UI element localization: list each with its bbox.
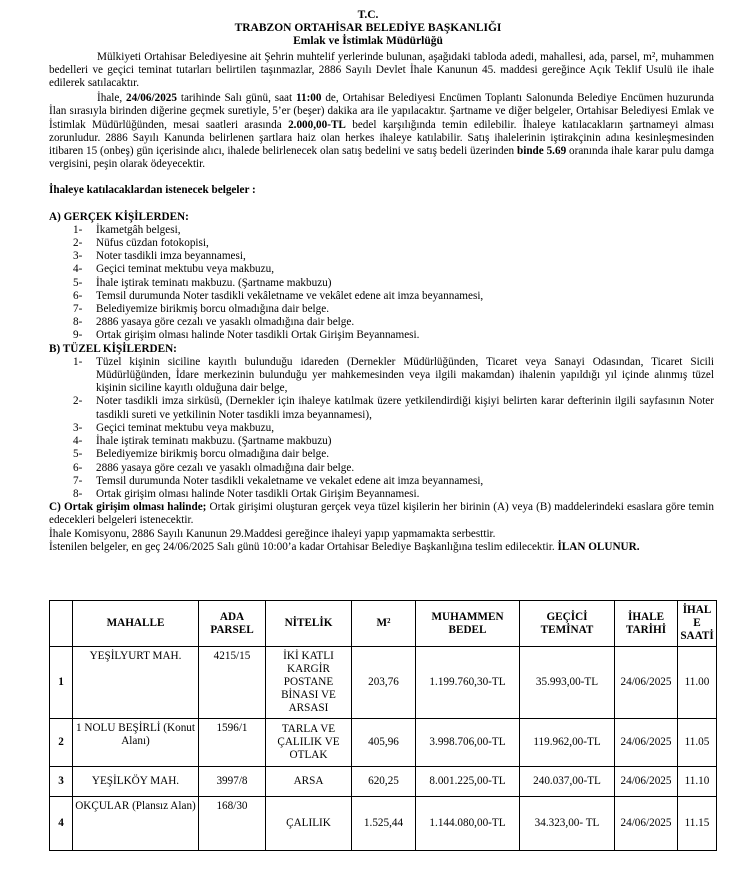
list-text: Geçici teminat mektubu veya makbuzu, xyxy=(96,421,275,434)
cell-m2: 405,96 xyxy=(352,719,416,767)
section-a-list xyxy=(49,224,714,343)
section-b-item xyxy=(49,475,714,488)
cell-no: 2 xyxy=(50,719,73,767)
cell-muhammen: 3.998.706,00-TL xyxy=(416,719,520,767)
section-a-item xyxy=(49,237,714,250)
section-a-item xyxy=(49,277,714,290)
cell-ada-parsel: 3997/8 xyxy=(199,767,266,797)
header-institution: TRABZON ORTAHİSAR BELEDİYE BAŞKANLIĞI xyxy=(234,22,502,35)
list-text: Temsil durumunda Noter tasdikli vekaletname ve vekalet edene ait imza beyannamesi, xyxy=(96,474,484,487)
intro-paragraph-2 xyxy=(49,92,714,171)
property-table-wrapper xyxy=(49,600,716,851)
table-row xyxy=(50,719,717,767)
section-b-list xyxy=(49,356,714,501)
section-c-title: C) Ortak girişim olması halinde; xyxy=(49,501,207,514)
cell-teminat: 119.962,00-TL xyxy=(520,719,615,767)
table-header-row xyxy=(50,601,717,647)
list-text: Geçici teminat mektubu veya makbuzu, xyxy=(96,263,275,276)
cell-muhammen: 1.144.080,00-TL xyxy=(416,797,520,851)
section-b-item xyxy=(49,356,714,396)
tender-time: 11:00 xyxy=(296,92,322,105)
list-number: 4- xyxy=(73,263,83,276)
section-a-item xyxy=(49,224,714,237)
cell-no: 3 xyxy=(50,767,73,797)
cell-saat: 11.00 xyxy=(678,647,717,719)
section-a-item xyxy=(49,316,714,329)
list-number: 2- xyxy=(73,237,83,250)
cell-tarih: 24/06/2025 xyxy=(615,647,678,719)
cell-tarih: 24/06/2025 xyxy=(615,719,678,767)
cell-nitelik: ÇALILIK xyxy=(266,797,352,851)
header-nitelik: NİTELİK xyxy=(266,601,352,647)
announcement-closing: İLAN OLUNUR. xyxy=(557,540,640,553)
section-b-item xyxy=(49,395,714,421)
section-a-title: A) GERÇEK KİŞİLERDEN: xyxy=(49,210,189,223)
list-number: 5- xyxy=(73,448,83,461)
cell-teminat: 34.323,00- TL xyxy=(520,797,615,851)
list-number: 7- xyxy=(73,474,83,487)
cell-saat: 11.05 xyxy=(678,719,717,767)
cell-tarih: 24/06/2025 xyxy=(615,797,678,851)
section-b-item xyxy=(49,488,714,501)
p2-text-d: bedel karşılığında temin edilebilir. İhaleye katılacakların şartnameyi alması zorunludur. 2886 Sayılı Kanunda belirlenen şartlara haiz olan herkes ihaleye katılabilir. Satış ihalelerinin iştirakçinin adına kesinleşmesinden itibaren 15 (onbeş) gün içerisinde alıcı, ihalede belirlenecek olan satış bedelini ve satış bedeli üzerinden xyxy=(49,118,714,158)
header-ada-parsel: ADA PARSEL xyxy=(199,601,266,647)
list-text: 2886 yasaya göre cezalı ve yasaklı olmadığına dair belge. xyxy=(96,316,355,329)
list-number: 6- xyxy=(73,461,83,474)
list-number: 7- xyxy=(73,303,83,316)
list-number: 9- xyxy=(73,329,83,342)
cell-ada-parsel: 168/30 xyxy=(199,797,266,851)
table-body xyxy=(50,647,717,851)
list-number: 2- xyxy=(73,395,83,408)
list-number: 6- xyxy=(73,289,83,302)
list-number: 1- xyxy=(73,355,83,368)
section-c-text: Ortak girişimi oluşturan gerçek veya tüzel kişilerin her birinin (A) veya (B) maddelerindeki esaslara göre temin edecekleri belgeleri istenecektir. xyxy=(49,501,714,527)
stamp-tax-rate: binde 5.69 xyxy=(517,145,567,158)
section-b-item xyxy=(49,448,714,461)
cell-m2: 1.525,44 xyxy=(352,797,416,851)
deadline-text: İstenilen belgeler, en geç 24/06/2025 Salı günü 10:00’a kadar Ortahisar Belediye Başkanlığına teslim edilecektir. xyxy=(49,540,558,553)
header-no xyxy=(50,601,73,647)
header-m2: M² xyxy=(352,601,416,647)
cell-ada-parsel: 1596/1 xyxy=(199,719,266,767)
section-b-item xyxy=(49,462,714,475)
header-tc: T.C. xyxy=(357,9,379,21)
documents-title: İhaleye katılacaklardan istenecek belgeler : xyxy=(49,184,256,197)
tender-date: 24/06/2025 xyxy=(126,92,177,105)
commission-note: İhale Komisyonu, 2886 Sayılı Kanunun 29.Maddesi gereğince ihaleyi yapıp yapmamakta serbesttir. xyxy=(49,527,496,540)
list-text: Noter tasdikli imza sirküsü, (Dernekler için ihaleye katılmak üzere yetkilendirdiği kişiyi belirten karar defterinin ilgili sayfasının Noter tasdikli sureti ve yetkilinin Noter tasdikli imza beyannamesi), xyxy=(96,395,714,421)
list-number: 5- xyxy=(73,276,83,289)
cell-mahalle: YEŞİLKÖY MAH. xyxy=(73,767,199,797)
p2-text-a: İhale, xyxy=(97,92,127,105)
section-a-item xyxy=(49,250,714,263)
section-b-title: B) TÜZEL KİŞİLERDEN: xyxy=(49,342,177,355)
section-b-item xyxy=(49,422,714,435)
cell-teminat: 240.037,00-TL xyxy=(520,767,615,797)
cell-nitelik: TARLA VE ÇALILIK VE OTLAK xyxy=(266,719,352,767)
table-row xyxy=(50,647,717,719)
list-text: İhale iştirak teminatı makbuzu. (Şartname makbuzu) xyxy=(96,435,332,448)
list-text: Ortak girişim olması halinde Noter tasdikli Ortak Girişim Beyannamesi. xyxy=(96,487,420,500)
list-text: Noter tasdikli imza beyannamesi, xyxy=(96,250,246,263)
cell-saat: 11.15 xyxy=(678,797,717,851)
cell-muhammen: 1.199.760,30-TL xyxy=(416,647,520,719)
cell-tarih: 24/06/2025 xyxy=(615,767,678,797)
cell-mahalle: 1 NOLU BEŞİRLİ (Konut Alanı) xyxy=(73,719,199,767)
header-muhammen: MUHAMMEN BEDEL xyxy=(416,601,520,647)
p2-text-c: de, Ortahisar Belediyesi Encümen Toplantı Salonunda Belediye Encümen huzurunda İlan sırasıyla birinden diğerine geçmek suretiyle, 5’er (beşer) dakika ara ile yapılacaktır. Şartname ve diğer belgeler, Ortahisar Belediyesi Emlak ve İstimlak Müdürlüğünden, mesai saatleri arasında xyxy=(49,92,715,131)
list-text: Tüzel kişinin siciline kayıtlı bulunduğu idareden (Dernekler Müdürlüğünden, Ticaret veya Sanayi Odasından, Ticaret Sicili Müdürlüğünden, İdare merkezinin bulunduğu yer mahkemesinden veya ilgili makamdan) ihalenin yapıldığı yıl içinde alınmış tüzel kişinin siciline kayıtlı olduğuna dair belge, xyxy=(96,355,714,395)
cell-muhammen: 8.001.225,00-TL xyxy=(416,767,520,797)
section-a-item xyxy=(49,329,714,342)
section-a-item xyxy=(49,303,714,316)
property-table xyxy=(49,600,717,851)
header-mahalle: MAHALLE xyxy=(73,601,199,647)
list-number: 4- xyxy=(73,435,83,448)
section-b-item xyxy=(49,435,714,448)
table-row xyxy=(50,797,717,851)
p2-text-e: oranında ihale karar pulu damga vergisini, peşin olarak ödeyecektir. xyxy=(49,145,714,171)
spec-fee: 2.000,00-TL xyxy=(288,118,346,131)
section-a-item xyxy=(49,263,714,276)
list-number: 8- xyxy=(73,487,83,500)
list-text: Belediyemize birikmiş borcu olmadığına dair belge. xyxy=(96,303,330,316)
list-number: 3- xyxy=(73,421,83,434)
cell-no: 4 xyxy=(50,797,73,851)
cell-m2: 203,76 xyxy=(352,647,416,719)
list-text: İhale iştirak teminatı makbuzu. (Şartname makbuzu) xyxy=(96,276,332,289)
cell-nitelik: İKİ KATLI KARGİR POSTANE BİNASI VE ARSASI xyxy=(266,647,352,719)
cell-saat: 11.10 xyxy=(678,767,717,797)
cell-m2: 620,25 xyxy=(352,767,416,797)
cell-ada-parsel: 4215/15 xyxy=(199,647,266,719)
cell-nitelik: ARSA xyxy=(266,767,352,797)
header-teminat: GEÇİCİ TEMİNAT xyxy=(520,601,615,647)
list-text: Ortak girişim olması halinde Noter tasdikli Ortak Girişim Beyannamesi. xyxy=(96,329,420,342)
list-number: 1- xyxy=(73,223,83,236)
deadline-note xyxy=(49,541,714,554)
document-body xyxy=(0,49,736,554)
section-a-item xyxy=(49,290,714,303)
list-number: 8- xyxy=(73,316,83,329)
list-text: Belediyemize birikmiş borcu olmadığına dair belge. xyxy=(96,448,330,461)
header-ihale-saati: İHAL E SAATİ xyxy=(678,601,717,647)
cell-teminat: 35.993,00-TL xyxy=(520,647,615,719)
p2-text-b: tarihinde Salı günü, saat xyxy=(176,92,296,105)
intro-paragraph-1: Mülkiyeti Ortahisar Belediyesine ait Şehrin muhtelif yerlerinde bulunan, aşağıdaki tabloda adedi, mahallesi, ada, parsel, m², muhammen bedelleri ve geçici teminat tutarları belirtilen taşınmazlar, 2886 Sayılı Devlet İhale Kanunun 45. maddesi gereğince Açık Teklif Usulü ile ihale edilerek satılacaktır. xyxy=(49,50,714,90)
cell-mahalle: OKÇULAR (Plansız Alan) xyxy=(73,797,199,851)
list-text: İkametgâh belgesi, xyxy=(96,223,181,236)
table-row xyxy=(50,767,717,797)
header-department: Emlak ve İstimlak Müdürlüğü xyxy=(293,35,443,48)
cell-no: 1 xyxy=(50,647,73,719)
list-text: Temsil durumunda Noter tasdikli vekâletname ve vekâlet edene ait imza beyannamesi, xyxy=(96,289,484,302)
list-text: Nüfus cüzdan fotokopisi, xyxy=(96,237,209,250)
list-text: 2886 yasaya göre cezalı ve yasaklı olmadığına dair belge. xyxy=(96,461,355,474)
cell-mahalle: YEŞİLYURT MAH. xyxy=(73,647,199,719)
list-number: 3- xyxy=(73,250,83,263)
section-c xyxy=(49,501,714,527)
header-ihale-tarihi: İHALE TARİHİ xyxy=(615,601,678,647)
